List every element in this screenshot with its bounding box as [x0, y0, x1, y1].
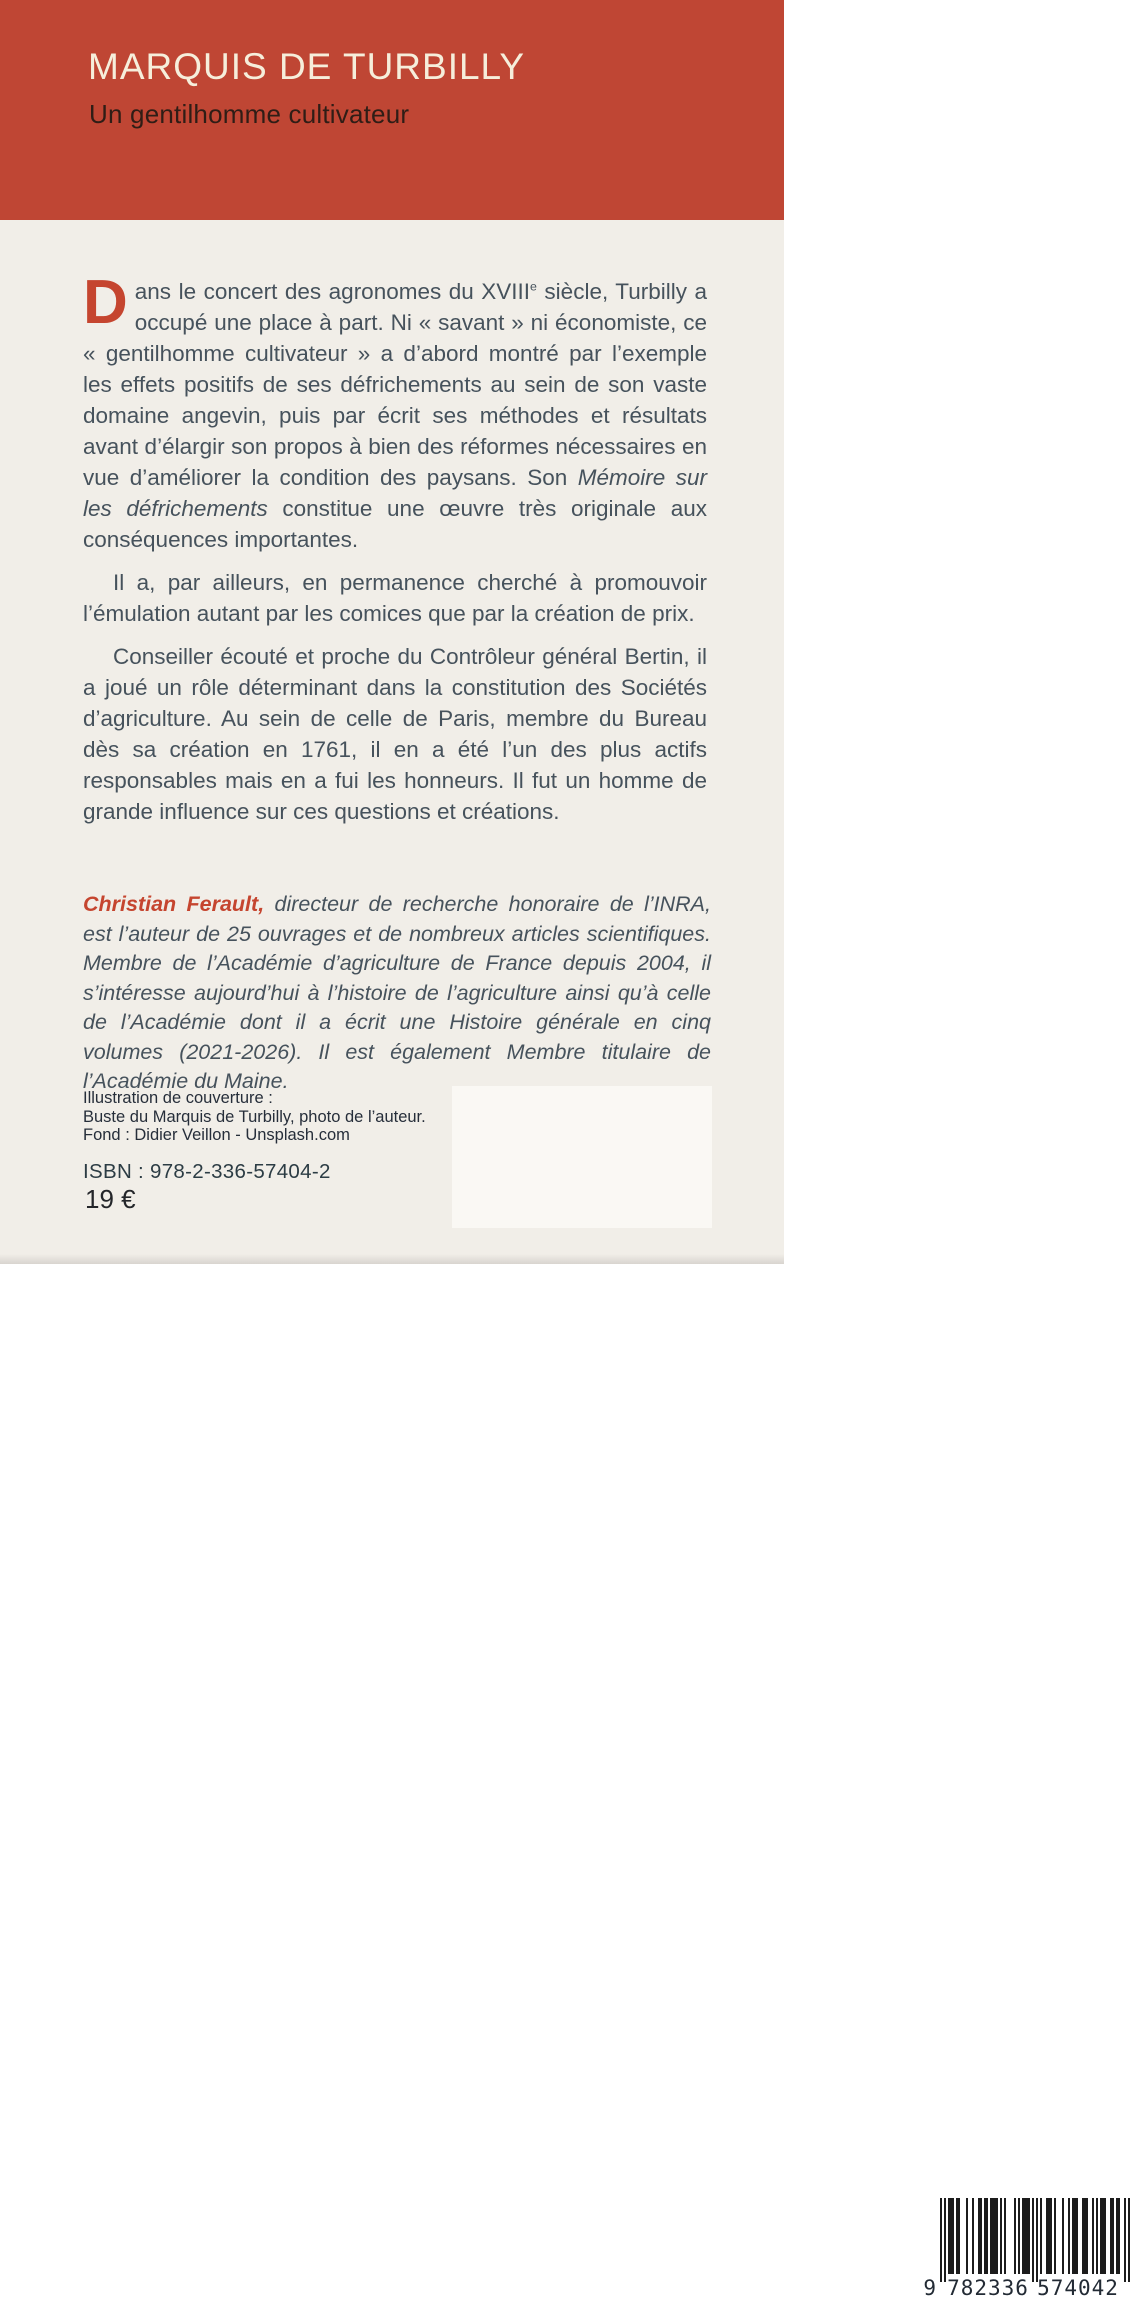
- cover-credits: [83, 1089, 426, 1145]
- text-segment: Il a, par ailleurs, en permanence cherché à promouvoir l’émulation autant par les comices que par la création de prix.: [83, 570, 707, 626]
- isbn-label: ISBN : 978-2-336-57404-2: [83, 1160, 331, 1183]
- text-segment: Mémoire sur les défrichements: [83, 465, 707, 521]
- text-segment: ans le concert des agronomes du XVIII: [134, 279, 531, 304]
- paragraph: [83, 567, 707, 629]
- text-segment: e: [530, 279, 537, 294]
- barcode-digit-leading: 9: [923, 2276, 936, 2300]
- paragraph: [83, 641, 707, 827]
- barcode-bars: [940, 2198, 1130, 2282]
- title-band: [0, 0, 784, 220]
- paragraph: [83, 268, 708, 555]
- page-bottom-edge: [0, 1254, 784, 1264]
- barcode-digit-group2: 574042: [1037, 2276, 1119, 2300]
- text-segment: Christian Ferault,: [83, 892, 265, 916]
- ean13-barcode: [923, 2198, 1130, 2302]
- barcode-plate: [452, 1086, 1119, 2300]
- book-subtitle: Un gentilhomme cultivateur: [89, 99, 410, 129]
- body-paragraphs: [83, 268, 708, 839]
- credit-line: Buste du Marquis de Turbilly, photo de l’auteur.: [83, 1107, 426, 1126]
- price-label: 19 €: [85, 1184, 136, 1214]
- barcode-digit-group1: 782336: [947, 2276, 1029, 2300]
- author-bio: [83, 890, 711, 1097]
- text-segment: Conseiller écouté et proche du Contrôleur général Bertin, il a joué un rôle déterminant dans la constitution des Sociétés d’agriculture. Au sein de celle de Paris, membre du Bureau dès sa création en 1761, il en a été l’un des plus actifs responsables mais en a fui les honneurs. Il fut un homme de grande influence sur ces questions et créations.: [83, 644, 707, 824]
- book-title: MARQUIS DE TURBILLY: [88, 46, 526, 87]
- text-segment: directeur de recherche honoraire de l’INRA, est l’auteur de 25 ouvrages et de nombreux articles scientifiques. Membre de l’Académie d’agriculture de France depuis 2004, il s’intéresse aujourd’hui à l’histoire de l’agriculture ainsi qu’à celle de l’Académie dont il a écrit une Histoire générale en cinq volumes (2021-2026). Il est également Membre titulaire de l’Académie du Maine.: [83, 892, 711, 1093]
- text-segment: constitue une œuvre très originale aux conséquences importantes.: [83, 496, 707, 552]
- credit-line: Illustration de couverture :: [83, 1089, 273, 1107]
- text-segment: siècle, Turbilly a occupé une place à part. Ni « savant » ni économiste, ce « gentilhomme cultivateur » a d’abord montré par l’exemple les effets positifs de ses défrichements au sein de son vaste domaine angevin, puis par écrit ses méthodes et résultats avant d’élargir son propos à bien des réformes nécessaires en vue d’améliorer la condition des paysans. Son: [83, 279, 708, 490]
- drop-cap: D: [83, 268, 128, 337]
- credit-line: Fond : Didier Veillon - Unsplash.com: [83, 1126, 350, 1144]
